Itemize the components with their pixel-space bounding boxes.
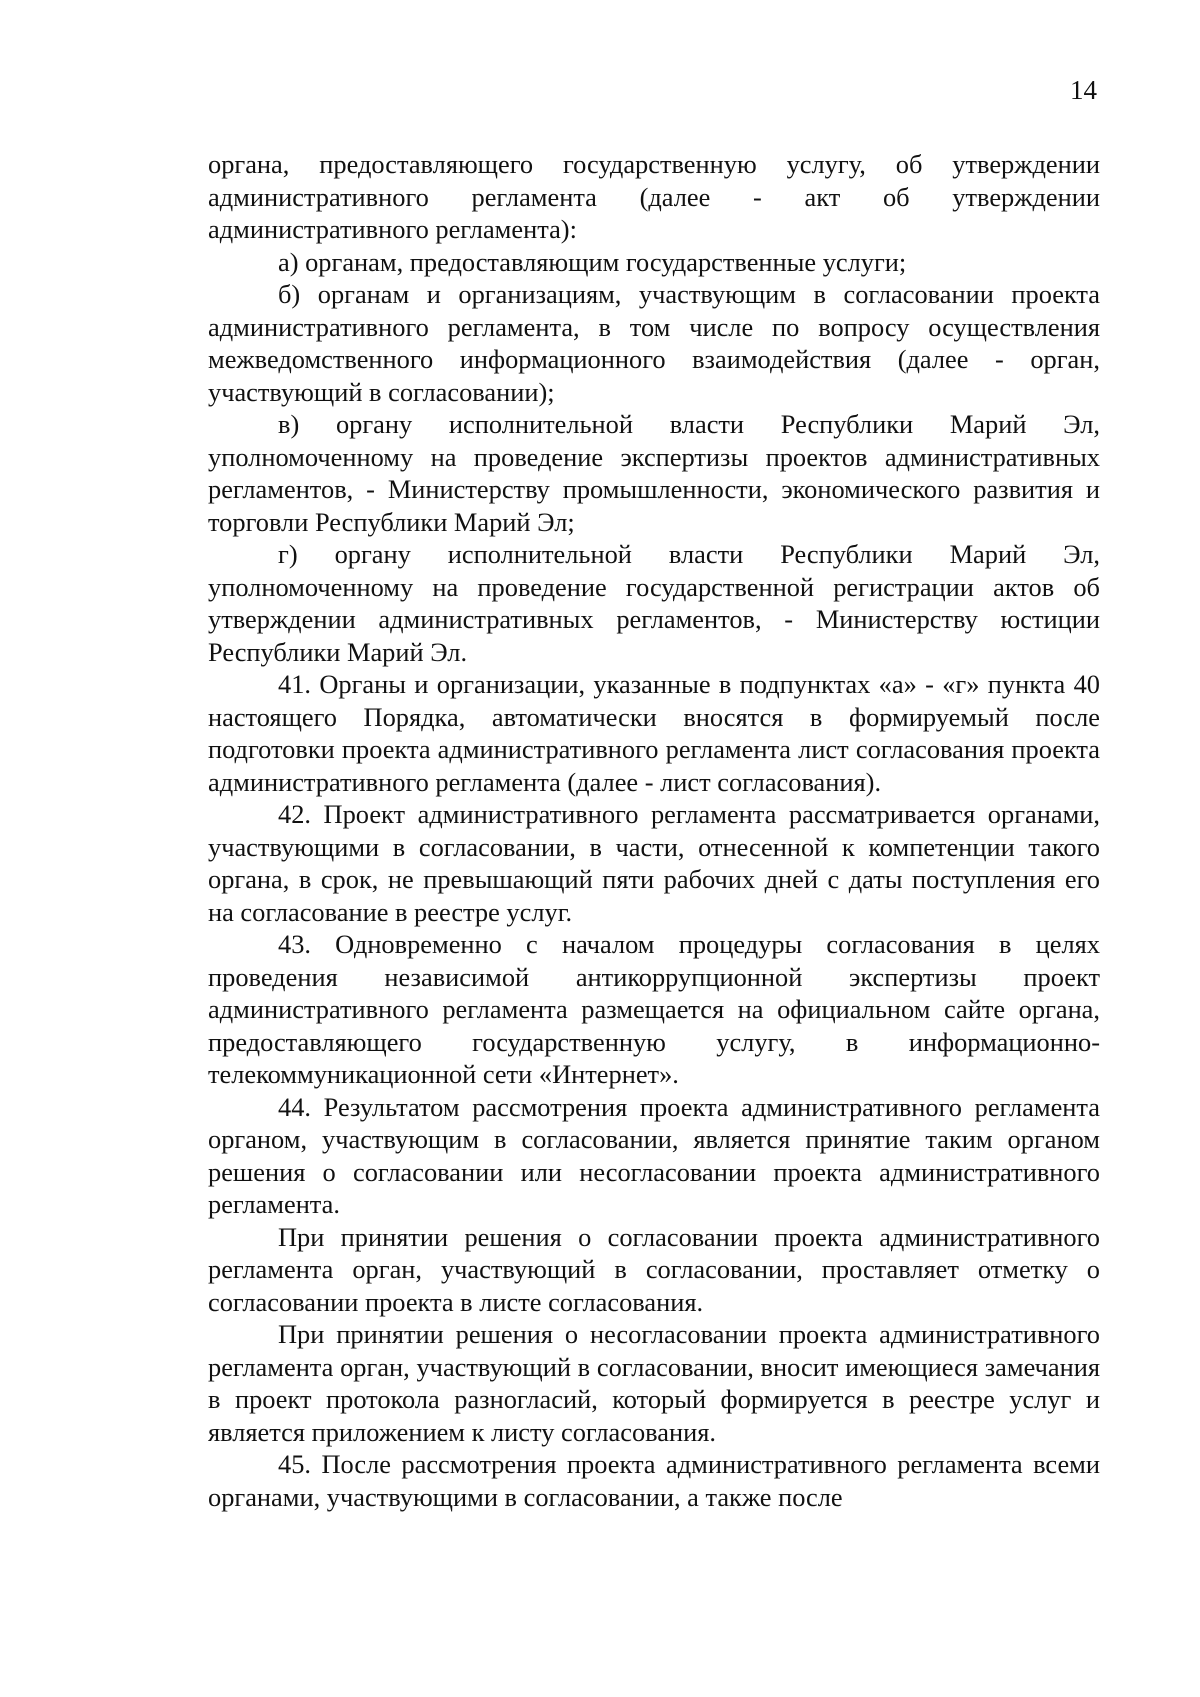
paragraph-42: 42. Проект административного регламента рассматривается органами, участвующими в согласовании, в части, отнесенной к компетенции такого органа, в срок, не превышающий пяти рабочих дней с даты поступления его на согласование в реестре услуг. bbox=[208, 799, 1100, 927]
page-number: 14 bbox=[1070, 75, 1097, 105]
paragraph-item-g: г) органу исполнительной власти Республики Марий Эл, уполномоченному на проведение государственной регистрации актов об утверждении административных регламентов, - Министерству юстиции Республики Марий Эл. bbox=[208, 539, 1100, 667]
paragraph-item-a: а) органам, предоставляющим государственные услуги; bbox=[278, 246, 907, 277]
paragraph-45: 45. После рассмотрения проекта административного регламента всеми органами, участвующими в согласовании, а также после bbox=[208, 1449, 1100, 1512]
document-body bbox=[208, 148, 1100, 1513]
paragraph-44-disapproval: При принятии решения о несогласовании проекта административного регламента орган, участвующий в согласовании, вносит имеющиеся замечания в проект протокола разногласий, который формируется в реестре услуг и является приложением к листу согласования. bbox=[208, 1319, 1100, 1447]
paragraph-41: 41. Органы и организации, указанные в подпунктах «а» - «г» пункта 40 настоящего Порядка, автоматически вносятся в формируемый после подготовки проекта административного регламента лист согласования проекта административного регламента (далее - лист согласования). bbox=[208, 669, 1100, 797]
paragraph-43: 43. Одновременно с началом процедуры согласования в целях проведения независимой антикоррупционной экспертизы проект административного регламента размещается на официальном сайте органа, предоставляющего государственную услугу, в информационно-телекоммуникационной сети «Интернет». bbox=[208, 929, 1100, 1089]
paragraph-44-approval: При принятии решения о согласовании проекта административного регламента орган, участвующий в согласовании, проставляет отметку о согласовании проекта в листе согласования. bbox=[208, 1221, 1100, 1317]
paragraph-item-b: б) органам и организациям, участвующим в согласовании проекта административного регламента, в том числе по вопросу осуществления межведомственного информационного взаимодействия (далее - орган, участвующий в согласовании); bbox=[208, 279, 1100, 407]
paragraph-44: 44. Результатом рассмотрения проекта административного регламента органом, участвующим в согласовании, является принятие таким органом решения о согласовании или несогласовании проекта административного регламента. bbox=[208, 1091, 1100, 1219]
paragraph-item-v: в) органу исполнительной власти Республики Марий Эл, уполномоченному на проведение экспертизы проектов административных регламентов, - Министерству промышленности, экономического развития и торговли Республики Марий Эл; bbox=[208, 409, 1100, 537]
paragraph-intro: органа, предоставляющего государственную услугу, об утверждении административного регламента (далее - акт об утверждении административного регламента): bbox=[208, 149, 1100, 244]
